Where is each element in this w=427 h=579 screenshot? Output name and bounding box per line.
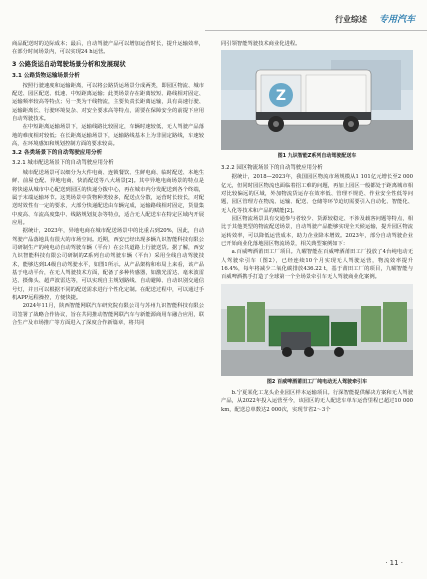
figure-caption: 图2 百威啤酒莆田工厂纯电动无人驾驶牵引车 [266,378,368,385]
delivery-vehicle-photo [221,50,413,150]
paragraph: 城市配送场景可以细分为大件电商、连锁餐饮、生鲜电商、临时配送、本地生鲜、前屋仓配、异地电商、快消配送等八大场景[2]。其中异地电商场景的特点是将快递从城市中心配送到园区的快递分拨中心，再在城市内分发配送到各个终端，属于末端运输环节。这类场景中货物种类较多，配送点分散，运营时长较长，对配送时效性有一定的要求，大部分快递配送由车辆完成，运输路线相对固定，货量集中度高、车流高度集中、线路规划复杂等特点，适合无人配送车在特定区域内开展应用。 [12,169,204,226]
figure-caption: 图1 九识智能Z系列自动驾驶配送车 [277,153,357,160]
tractor-warehouse-photo [221,284,413,376]
header-rule [205,30,427,31]
paragraph: 商品配送时的边际成本；最后，自动驾驶产品可以增加运营时长，提升运输效率，在部分时间场景内，可以实现24 h运营。 [12,41,204,56]
section-heading: 3 公路货运自动驾驶场景分析和发展现状 [12,60,126,68]
paragraph: 园区物流场景具有交通参与者较少、货源较稳定、不涉及载客问题等特点，相比于其他类型的物流配送场景，自动驾驶产品能够实现全天候运输，提升园区物流运转效率，可以降低运营成本，助力企业降本增效。2023年，部分自动驾驶企业已开始商业化落地园区物流场景，相关典型案例如下： [221,215,413,247]
section-label: 行业综述 [335,15,367,24]
subsection-heading: 3.1 公路货物运输场景分析 [12,72,80,79]
page-header [0,0,427,34]
left-column [12,40,204,327]
subsection-heading: 3.2 各类场景下的自动驾驶应用分析 [12,150,103,157]
paragraph: 同引领智能驾驶技术商业化进程。 [221,41,301,47]
paragraph: 按照行驶速度和运输距离，可以将公路货运场景分成两类，即园区物流、城市配送、园区配送、低速、中短距离运输；此类场景存在距离较短、路线相对固定、运输频率较高等特点；另一类为干线物流，主要负责长距离运输，具有高速行驶、运输距离长、行驶环境复杂、对安全要求高等特点，需要在保障安全的前提下应用自动驾驶技术。 [12,82,204,123]
vehicle-badge: Z [275,88,287,105]
journal-logo: 专用汽车 [378,15,415,25]
paragraph: b.宁夏某化工龙头企业园区样本运输项目。行深智能提供解决方案和无人驾驶产品，从2022年投入运营至今，该园区的无人配送车单车运营里程已超过10 000 km，配送总单数达2 000次，实现节省2～3个 [221,390,413,413]
paragraph: 据统计，2018—2023年，我国园区物流市场规模从1 101亿元增长至2 000亿元，但同时园区物流也面临着招工难的问题，再加上园区一般都处于距离城市相对比较偏远的区域，外加物流货运存在效率低、管理不规范、作业安全性低等问题，园区管理方在物流、运输、配送、仓储等环节迫切需要引入自动化、智能化、无人化等技术和产品的赋能[2]。 [221,174,413,214]
figure-1 [221,50,413,160]
subsubsection-heading: 3.2.2 园区物流场景下的自动驾驶应用分析 [221,164,323,171]
paragraph: 2024年11月，陕西智能网联汽车研究院有限公司与苏州九识智能科技有限公司签署了战略合作协议，旨在共同推动智能网联汽车与新能源商用车融合应用，联合生产及市场推广等方面进入了深度合作新篇章，将共同 [12,303,204,327]
paragraph: 据统计，2023年，异地电商在城市配送场景中的比重占到20%，因此，自动驾驶产品落地具有很大的市场空间。近期，西安已经出现多辆九识智能科技有限公司研制生产的纯电动自动驾驶车辆（平台）在公共道路上行驶送货。据了解，西安九识智能科技有限公司研制的Z系列自动驾驶车辆（平台）采用全线自动驾驶技术，能够达到L4级自动驾驶水平，如图1所示。从产品架构和布局上来看，该产品基于电动平台，在无人驾驶技术方面，配备了多种传感器，如激光雷达、毫米波雷达、摄像头、超声波雷达等，可以实现自主规划路线、自动避障、自动识别交通信号灯，并且可以根据不同的配送需求进行个性化定制。在配送过程中，可以通过手机APP远程操控，方便快捷。 [12,228,204,302]
paragraph: 在中短距离运输场景下，运输线路比较固定，车辆时速较低，无人驾驶产品落地的难度相对较低；在长距离运输场景下，运输路线基本上为非固定路线，车速较高，在环境感知和规划控制方面的要求较高。 [12,124,204,148]
page-number: · 11 · [385,559,403,567]
paragraph: a.百威啤酒莆田工厂项目。九曜智能在百威啤酒莆田工厂投放了4台纯电动无人驾驶牵引车（图2），已经连续10个月实现无人驾驶运营，物流效率提升16.4%，每年将减少二氧化碳排放436.22 t，基于莆田工厂的项目，九曜智能与百威啤酒携手打造了全球第一个全场景牵引车无人驾驶商业化案例。 [221,249,413,281]
right-column [221,40,413,414]
figure-2 [221,284,413,386]
subsubsection-heading: 3.2.1 城市配送场景下的自动驾驶应用分析 [12,160,114,167]
